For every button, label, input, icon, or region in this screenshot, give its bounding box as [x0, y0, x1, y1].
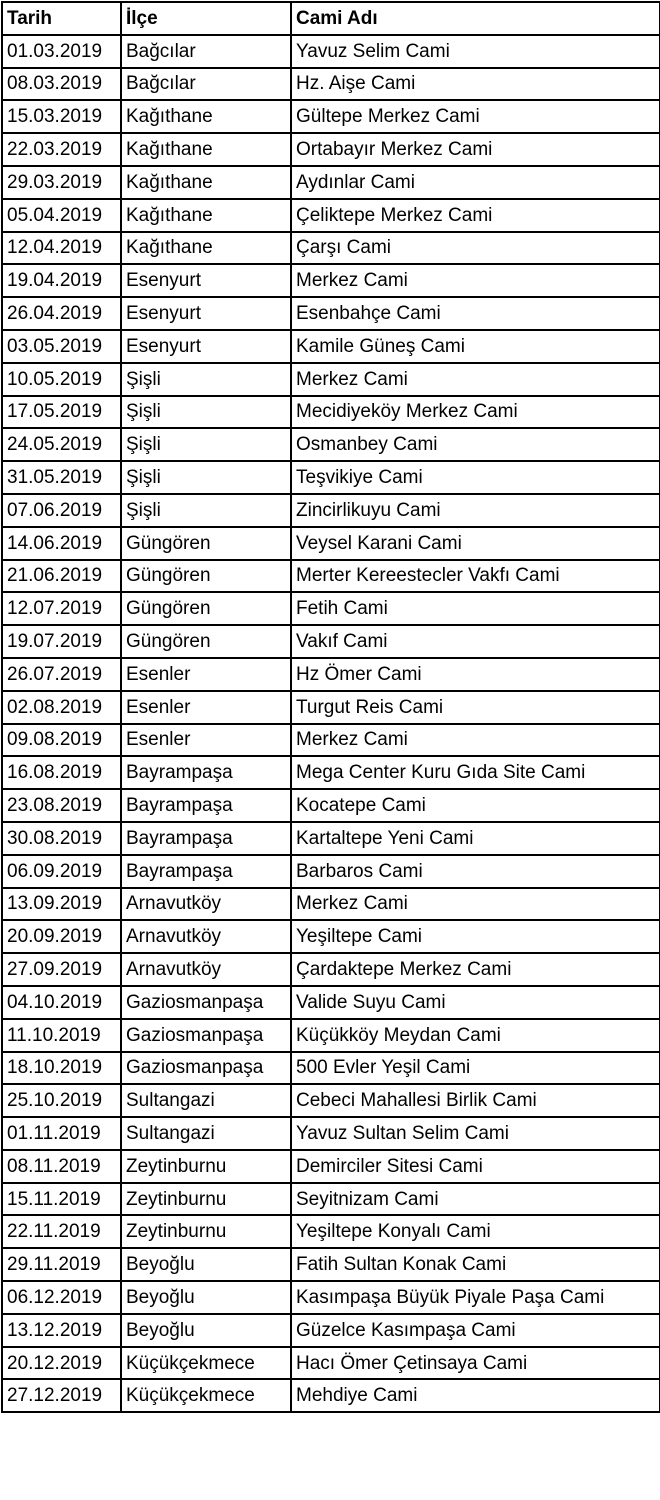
table-row	[2, 494, 660, 527]
table-row	[2, 855, 660, 888]
mosque-name-cell: Hz Ömer Cami	[291, 658, 660, 691]
mosque-name-cell: Kocatepe Cami	[291, 789, 660, 822]
table-row	[2, 691, 660, 724]
district-cell: Bayrampaşa	[121, 855, 291, 888]
table-row	[2, 1150, 660, 1183]
date-cell: 19.04.2019	[2, 264, 121, 297]
date-cell: 01.11.2019	[2, 1117, 121, 1150]
district-cell: Şişli	[121, 396, 291, 429]
mosque-name-cell: Merkez Cami	[291, 264, 660, 297]
table-row	[2, 1084, 660, 1117]
mosque-name-cell: Aydınlar Cami	[291, 166, 660, 199]
date-cell: 25.10.2019	[2, 1084, 121, 1117]
table-row	[2, 920, 660, 953]
mosque-name-cell: Küçükköy Meydan Cami	[291, 1019, 660, 1052]
table-row	[2, 1117, 660, 1150]
table-row	[2, 1379, 660, 1412]
table-row	[2, 166, 660, 199]
date-cell: 30.08.2019	[2, 822, 121, 855]
mosque-name-cell: Turgut Reis Cami	[291, 691, 660, 724]
district-cell: Zeytinburnu	[121, 1215, 291, 1248]
mosque-name-cell: Cebeci Mahallesi Birlik Cami	[291, 1084, 660, 1117]
table-row	[2, 35, 660, 68]
table-row	[2, 1052, 660, 1085]
date-cell: 06.12.2019	[2, 1281, 121, 1314]
mosque-name-cell: Seyitnizam Cami	[291, 1183, 660, 1216]
table-row	[2, 527, 660, 560]
mosque-name-cell: Fatih Sultan Konak Cami	[291, 1248, 660, 1281]
date-cell: 02.08.2019	[2, 691, 121, 724]
district-cell: Küçükçekmece	[121, 1379, 291, 1412]
district-cell: Güngören	[121, 592, 291, 625]
district-cell: Gaziosmanpaşa	[121, 986, 291, 1019]
district-cell: Arnavutköy	[121, 888, 291, 921]
mosque-name-cell: Merkez Cami	[291, 363, 660, 396]
mosque-name-cell: Çeliktepe Merkez Cami	[291, 199, 660, 232]
mosque-name-cell: Mehdiye Cami	[291, 1379, 660, 1412]
district-cell: Kağıthane	[121, 232, 291, 265]
date-cell: 20.12.2019	[2, 1347, 121, 1380]
date-cell: 23.08.2019	[2, 789, 121, 822]
mosque-name-cell: Çarşı Cami	[291, 232, 660, 265]
district-cell: Esenler	[121, 724, 291, 757]
table-row	[2, 68, 660, 101]
date-cell: 13.12.2019	[2, 1314, 121, 1347]
table-row	[2, 789, 660, 822]
district-cell: Zeytinburnu	[121, 1150, 291, 1183]
date-column-header: Tarih	[2, 2, 121, 35]
mosque-name-cell: Ortabayır Merkez Cami	[291, 133, 660, 166]
table-row	[2, 396, 660, 429]
mosque-column-header: Cami Adı	[291, 2, 660, 35]
date-cell: 17.05.2019	[2, 396, 121, 429]
mosque-name-cell: Valide Suyu Cami	[291, 986, 660, 1019]
header-row	[2, 2, 660, 35]
district-cell: Bayrampaşa	[121, 789, 291, 822]
district-cell: Esenyurt	[121, 264, 291, 297]
table-row	[2, 1183, 660, 1216]
date-cell: 08.11.2019	[2, 1150, 121, 1183]
table-row	[2, 1215, 660, 1248]
date-cell: 10.05.2019	[2, 363, 121, 396]
mosque-name-cell: Yavuz Selim Cami	[291, 35, 660, 68]
district-cell: Arnavutköy	[121, 953, 291, 986]
district-cell: Esenler	[121, 691, 291, 724]
mosque-name-cell: Güzelce Kasımpaşa Cami	[291, 1314, 660, 1347]
mosque-name-cell: Kartaltepe Yeni Cami	[291, 822, 660, 855]
district-cell: Esenler	[121, 658, 291, 691]
date-cell: 04.10.2019	[2, 986, 121, 1019]
district-cell: Güngören	[121, 560, 291, 593]
mosque-name-cell: Fetih Cami	[291, 592, 660, 625]
date-cell: 09.08.2019	[2, 724, 121, 757]
district-cell: Küçükçekmece	[121, 1347, 291, 1380]
district-cell: Gaziosmanpaşa	[121, 1052, 291, 1085]
date-cell: 15.11.2019	[2, 1183, 121, 1216]
mosque-name-cell: Hacı Ömer Çetinsaya Cami	[291, 1347, 660, 1380]
district-cell: Sultangazi	[121, 1117, 291, 1150]
table-row	[2, 658, 660, 691]
mosque-name-cell: Merter Kereestecler Vakfı Cami	[291, 560, 660, 593]
mosque-name-cell: Yeşiltepe Cami	[291, 920, 660, 953]
date-cell: 03.05.2019	[2, 330, 121, 363]
district-cell: Şişli	[121, 363, 291, 396]
district-cell: Esenyurt	[121, 330, 291, 363]
district-column-header: İlçe	[121, 2, 291, 35]
date-cell: 14.06.2019	[2, 527, 121, 560]
mosque-name-cell: Osmanbey Cami	[291, 428, 660, 461]
mosque-name-cell: 500 Evler Yeşil Cami	[291, 1052, 660, 1085]
mosque-name-cell: Zincirlikuyu Cami	[291, 494, 660, 527]
mosque-name-cell: Mega Center Kuru Gıda Site Cami	[291, 756, 660, 789]
date-cell: 16.08.2019	[2, 756, 121, 789]
district-cell: Arnavutköy	[121, 920, 291, 953]
mosque-name-cell: Vakıf Cami	[291, 625, 660, 658]
district-cell: Beyoğlu	[121, 1248, 291, 1281]
district-cell: Sultangazi	[121, 1084, 291, 1117]
date-cell: 22.11.2019	[2, 1215, 121, 1248]
date-cell: 26.07.2019	[2, 658, 121, 691]
table-row	[2, 264, 660, 297]
table-row	[2, 133, 660, 166]
district-cell: Bayrampaşa	[121, 822, 291, 855]
district-cell: Kağıthane	[121, 133, 291, 166]
district-cell: Güngören	[121, 527, 291, 560]
date-cell: 11.10.2019	[2, 1019, 121, 1052]
date-cell: 19.07.2019	[2, 625, 121, 658]
mosque-name-cell: Çardaktepe Merkez Cami	[291, 953, 660, 986]
table-row	[2, 592, 660, 625]
table-row	[2, 953, 660, 986]
table-row	[2, 888, 660, 921]
mosque-name-cell: Kasımpaşa Büyük Piyale Paşa Cami	[291, 1281, 660, 1314]
mosque-name-cell: Teşvikiye Cami	[291, 461, 660, 494]
district-cell: Beyoğlu	[121, 1314, 291, 1347]
table-row	[2, 560, 660, 593]
district-cell: Kağıthane	[121, 100, 291, 133]
mosque-name-cell: Demirciler Sitesi Cami	[291, 1150, 660, 1183]
date-cell: 15.03.2019	[2, 100, 121, 133]
table-row	[2, 625, 660, 658]
table-row	[2, 330, 660, 363]
district-cell: Kağıthane	[121, 199, 291, 232]
date-cell: 12.04.2019	[2, 232, 121, 265]
district-cell: Bağcılar	[121, 68, 291, 101]
district-cell: Beyoğlu	[121, 1281, 291, 1314]
mosque-name-cell: Hz. Aişe Cami	[291, 68, 660, 101]
date-cell: 24.05.2019	[2, 428, 121, 461]
table-body	[2, 35, 660, 1412]
mosque-name-cell: Yavuz Sultan Selim Cami	[291, 1117, 660, 1150]
mosque-name-cell: Merkez Cami	[291, 724, 660, 757]
date-cell: 27.12.2019	[2, 1379, 121, 1412]
date-cell: 06.09.2019	[2, 855, 121, 888]
date-cell: 22.03.2019	[2, 133, 121, 166]
district-cell: Gaziosmanpaşa	[121, 1019, 291, 1052]
mosque-name-cell: Gültepe Merkez Cami	[291, 100, 660, 133]
date-cell: 13.09.2019	[2, 888, 121, 921]
mosque-name-cell: Esenbahçe Cami	[291, 297, 660, 330]
table-row	[2, 1314, 660, 1347]
date-cell: 07.06.2019	[2, 494, 121, 527]
mosque-name-cell: Barbaros Cami	[291, 855, 660, 888]
date-cell: 27.09.2019	[2, 953, 121, 986]
date-cell: 21.06.2019	[2, 560, 121, 593]
table-row	[2, 1019, 660, 1052]
date-cell: 29.03.2019	[2, 166, 121, 199]
table-row	[2, 724, 660, 757]
table-row	[2, 822, 660, 855]
mosque-name-cell: Yeşiltepe Konyalı Cami	[291, 1215, 660, 1248]
district-cell: Şişli	[121, 461, 291, 494]
table-row	[2, 1347, 660, 1380]
mosque-name-cell: Merkez Cami	[291, 888, 660, 921]
date-cell: 08.03.2019	[2, 68, 121, 101]
date-cell: 12.07.2019	[2, 592, 121, 625]
district-cell: Kağıthane	[121, 166, 291, 199]
table-row	[2, 756, 660, 789]
mosque-name-cell: Kamile Güneş Cami	[291, 330, 660, 363]
table-row	[2, 100, 660, 133]
date-cell: 18.10.2019	[2, 1052, 121, 1085]
date-cell: 26.04.2019	[2, 297, 121, 330]
district-cell: Şişli	[121, 428, 291, 461]
table-row	[2, 428, 660, 461]
table-row	[2, 232, 660, 265]
district-cell: Güngören	[121, 625, 291, 658]
table-row	[2, 1281, 660, 1314]
district-cell: Bağcılar	[121, 35, 291, 68]
mosque-name-cell: Mecidiyeköy Merkez Cami	[291, 396, 660, 429]
table-row	[2, 461, 660, 494]
table-row	[2, 986, 660, 1019]
date-cell: 20.09.2019	[2, 920, 121, 953]
mosque-name-cell: Veysel Karani Cami	[291, 527, 660, 560]
district-cell: Zeytinburnu	[121, 1183, 291, 1216]
district-cell: Şişli	[121, 494, 291, 527]
date-cell: 29.11.2019	[2, 1248, 121, 1281]
table-row	[2, 297, 660, 330]
date-cell: 01.03.2019	[2, 35, 121, 68]
table-row	[2, 1248, 660, 1281]
district-cell: Bayrampaşa	[121, 756, 291, 789]
table-row	[2, 199, 660, 232]
date-cell: 05.04.2019	[2, 199, 121, 232]
table-row	[2, 363, 660, 396]
date-cell: 31.05.2019	[2, 461, 121, 494]
district-cell: Esenyurt	[121, 297, 291, 330]
schedule-table	[1, 1, 660, 1413]
